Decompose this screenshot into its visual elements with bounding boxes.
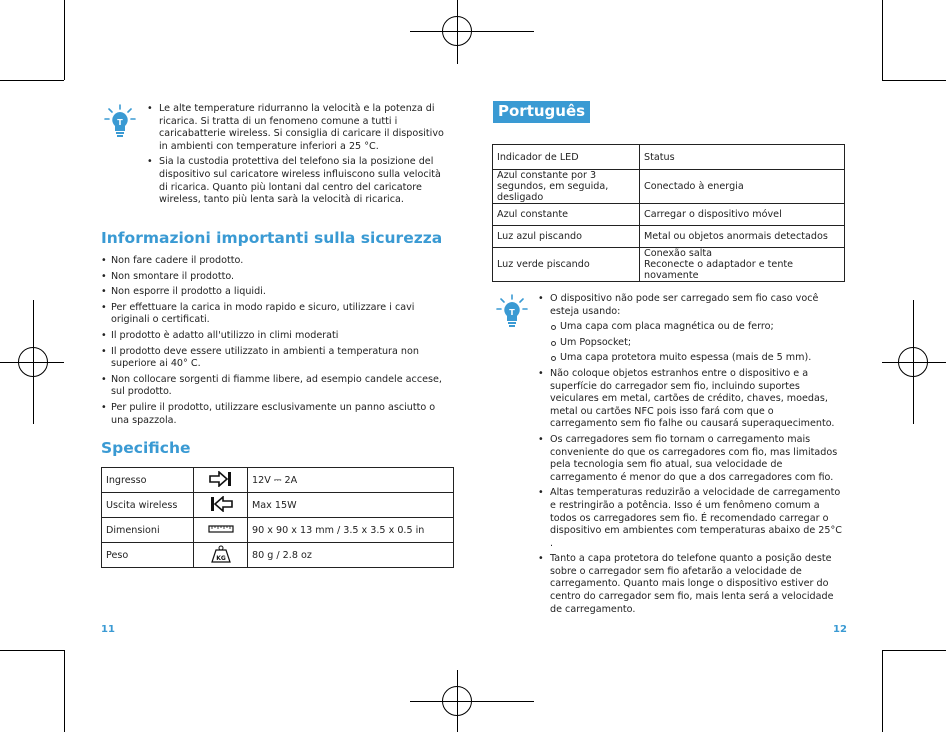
spec-label: Ingresso bbox=[102, 468, 194, 493]
led-cell: Luz azul piscando bbox=[493, 226, 640, 248]
svg-text:T: T bbox=[509, 308, 515, 317]
language-badge: Português bbox=[493, 101, 590, 123]
list-item: • Per pulire il prodotto, utilizzare esclusivamente un panno asciutto o una spazzola. bbox=[101, 402, 447, 427]
crop-mark bbox=[64, 650, 65, 732]
sub-item: Um Popsocket; bbox=[550, 337, 843, 350]
table-row bbox=[493, 248, 845, 282]
table-row bbox=[493, 226, 845, 248]
spec-value: 12V ⎓ 2A bbox=[248, 468, 454, 493]
led-cell: Luz verde piscando bbox=[493, 248, 640, 282]
led-cell: Azul constante bbox=[493, 204, 640, 226]
crop-mark bbox=[882, 650, 883, 732]
sub-item: Uma capa com placa magnética ou de ferro; bbox=[550, 321, 843, 334]
table-row bbox=[102, 468, 454, 493]
tip-item: • Tanto a capa protetora do telefone quanto a posição deste sobre o carregador sem fio afetarão a velocidade de carregamento. Quanto mais longe o dispositivo estiver do centro do carregador sem fio, mais lenta será a velocidade de carregamento. bbox=[538, 553, 843, 616]
safety-title: Informazioni importanti sulla sicurezza bbox=[101, 229, 443, 247]
registration-mark-icon bbox=[913, 300, 914, 424]
status-line: Conexão salta bbox=[644, 248, 713, 259]
safety-list bbox=[101, 255, 447, 430]
registration-mark-icon bbox=[0, 362, 64, 363]
led-table bbox=[492, 144, 845, 282]
spec-label: Dimensioni bbox=[102, 518, 194, 543]
tip-intro: O dispositivo não pode ser carregado sem fio caso você esteja usando: bbox=[550, 293, 819, 317]
column-header: Indicador de LED bbox=[493, 145, 640, 170]
tips-list bbox=[538, 293, 843, 619]
tip-item: • Não coloque objetos estranhos entre o dispositivo e a superfície do carregador sem fio, incluindo suportes veiculares em metal, cartões de crédito, chaves, moedas, metal ou cartões NFC pois isso fará com que o carregamento sem fio falhe ou causará superaquecimento. bbox=[538, 368, 843, 431]
led-cell: Azul constante por 3 segundos, em seguida, desligado bbox=[493, 170, 640, 204]
ruler-icon bbox=[194, 518, 248, 543]
status-cell: Metal ou objetos anormais detectados bbox=[640, 226, 845, 248]
table-row bbox=[102, 518, 454, 543]
input-arrow-icon bbox=[194, 468, 248, 493]
registration-mark-icon bbox=[457, 0, 458, 64]
status-cell: Carregar o dispositivo móvel bbox=[640, 204, 845, 226]
table-row bbox=[493, 204, 845, 226]
lightbulb-tip-icon bbox=[496, 294, 528, 332]
status-cell: Conectado à energia bbox=[640, 170, 845, 204]
registration-mark-icon bbox=[410, 701, 534, 702]
specs-table bbox=[101, 467, 454, 568]
table-header-row bbox=[493, 145, 845, 170]
weight-icon bbox=[194, 543, 248, 568]
svg-text:T: T bbox=[117, 118, 123, 127]
table-row bbox=[102, 493, 454, 518]
registration-mark-icon bbox=[457, 670, 458, 732]
table-row bbox=[102, 543, 454, 568]
list-item: • Per effettuare la carica in modo rapido e sicuro, utilizzare i cavi originali o certificati. bbox=[101, 302, 447, 327]
status-cell bbox=[640, 248, 845, 282]
list-item: • Il prodotto deve essere utilizzato in ambienti a temperatura non superiore ai 40° C. bbox=[101, 346, 447, 371]
registration-mark-icon bbox=[33, 300, 34, 424]
tip-item: • Altas temperaturas reduzirão a velocidade de carregamento e restringirão a potência. Isso é um fenômeno comum a todos os carregadores sem fio. É recomendado carregar o dispositivo em ambientes com temperaturas abaixo de 25°C . bbox=[538, 487, 843, 550]
svg-text:KG: KG bbox=[215, 554, 226, 562]
crop-mark bbox=[882, 80, 946, 81]
registration-mark-icon bbox=[410, 31, 534, 32]
list-item: • Il prodotto è adatto all'utilizzo in climi moderati bbox=[101, 330, 447, 343]
crop-mark bbox=[882, 0, 883, 80]
crop-mark bbox=[882, 650, 946, 651]
tip-item bbox=[538, 293, 843, 365]
list-item: • Non fare cadere il prodotto. bbox=[101, 255, 447, 268]
tip-item: • Os carregadores sem fio tornam o carregamento mais conveniente do que os carregadores com fio, mas limitados pela tecnologia sem fio atual, sua velocidade de carregamento é menor do que a dos carregadores com fio. bbox=[538, 434, 843, 484]
list-item: • Non smontare il prodotto. bbox=[101, 271, 447, 284]
list-item: • Non esporre il prodotto a liquidi. bbox=[101, 286, 447, 299]
column-header: Status bbox=[640, 145, 845, 170]
table-row bbox=[493, 170, 845, 204]
sub-list bbox=[550, 321, 843, 365]
tip-item: • Le alte temperature ridurranno la velocità e la potenza di ricarica. Si tratta di un fenomeno comune a tutti i caricabatterie wireless. Si consiglia di caricare il dispositivo in ambienti con temperature inferiori a 25 °C. bbox=[147, 103, 447, 153]
spec-label: Peso bbox=[102, 543, 194, 568]
crop-mark bbox=[64, 0, 65, 80]
registration-mark-icon bbox=[882, 362, 946, 363]
tips-list bbox=[147, 103, 447, 210]
output-arrow-icon bbox=[194, 493, 248, 518]
spec-value: Max 15W bbox=[248, 493, 454, 518]
lightbulb-tip-icon bbox=[104, 104, 136, 142]
tip-item: • Sia la custodia protettiva del telefono sia la posizione del dispositivo sul caricatore wireless influiscono sulla velocità di ricarica. Quanto più lontani dal centro del caricatore wireless, tanto più lenta sarà la velocità di ricarica. bbox=[147, 156, 447, 206]
page-number: 11 bbox=[101, 624, 115, 635]
specs-title: Specifiche bbox=[101, 439, 191, 457]
crop-mark bbox=[0, 80, 64, 81]
page-number: 12 bbox=[833, 624, 847, 635]
spec-label: Uscita wireless bbox=[102, 493, 194, 518]
list-item: • Non collocare sorgenti di fiamme libere, ad esempio candele accese, sul prodotto. bbox=[101, 374, 447, 399]
sub-item: Uma capa protetora muito espessa (mais de 5 mm). bbox=[550, 352, 843, 365]
spec-value: 90 x 90 x 13 mm / 3.5 x 3.5 x 0.5 in bbox=[248, 518, 454, 543]
status-line: Reconecte o adaptador e tente novamente bbox=[644, 259, 794, 281]
crop-mark bbox=[0, 650, 64, 651]
spec-value: 80 g / 2.8 oz bbox=[248, 543, 454, 568]
